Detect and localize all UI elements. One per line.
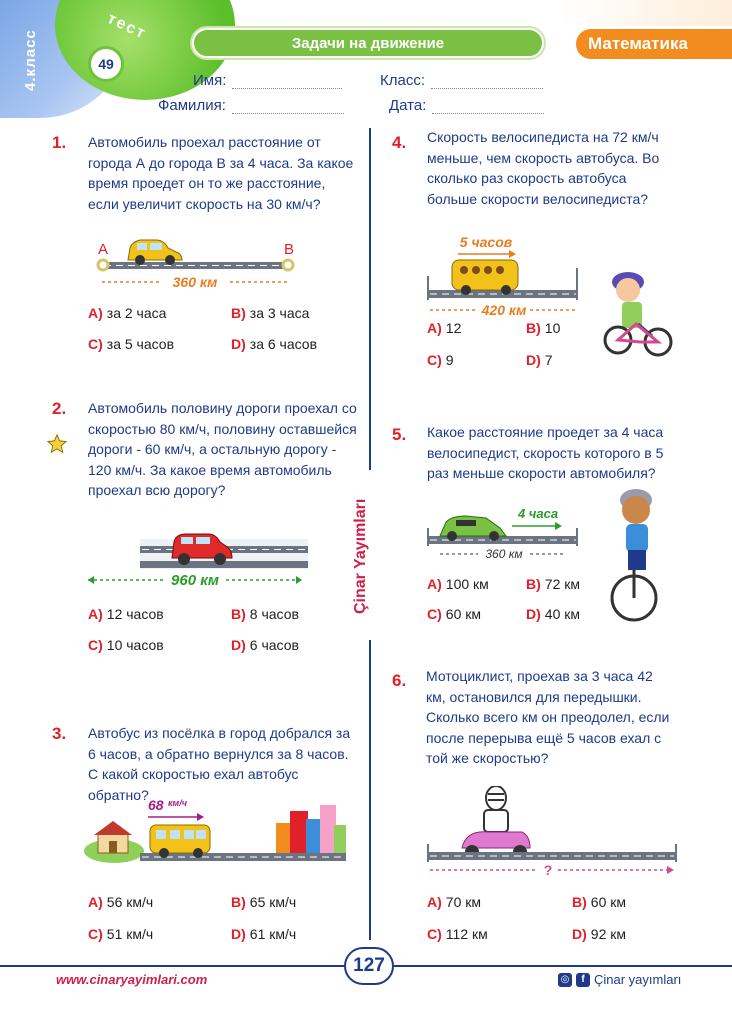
p2-option-a[interactable]: [88, 606, 164, 622]
problem-4-number: 4.: [392, 133, 407, 152]
problem-5-number: 5.: [392, 425, 407, 444]
social-links[interactable]: [558, 972, 681, 987]
class-label: Класс:: [380, 72, 425, 89]
p3-option-d[interactable]: [231, 926, 296, 942]
option-text: за 6 часов: [249, 336, 318, 352]
column-divider-top: [369, 128, 371, 470]
option-text: 12 часов: [106, 606, 164, 622]
date-field[interactable]: [389, 97, 544, 114]
distance-label: 960 км: [171, 572, 219, 589]
yellow-bus-icon: [150, 825, 210, 858]
test-badge: [82, 10, 162, 88]
p3-option-b[interactable]: [231, 894, 296, 910]
date-line[interactable]: [432, 102, 544, 114]
distance-label: 360 км: [172, 274, 218, 290]
test-word: тест: [104, 10, 150, 43]
problem-5-illustration: [426, 504, 586, 564]
option-text: за 3 часа: [249, 305, 310, 321]
p2-option-b[interactable]: [231, 606, 299, 622]
class-line[interactable]: [431, 77, 543, 89]
column-divider-bottom: [369, 640, 371, 940]
option-text: 10 часов: [106, 637, 164, 653]
arrow-right-icon: [197, 813, 204, 821]
option-letter: A): [88, 606, 103, 622]
speed-unit: км/ч: [168, 798, 187, 808]
p4-option-b[interactable]: [526, 320, 560, 336]
option-letter: B): [231, 305, 246, 321]
problem-6-number: 6.: [392, 671, 407, 690]
option-letter: C): [427, 926, 442, 942]
problem-3-illustration: [84, 795, 346, 870]
topic-title: Задачи на движение: [192, 28, 544, 58]
option-letter: D): [572, 926, 587, 942]
option-text: за 2 часа: [106, 305, 167, 321]
option-text: 65 км/ч: [249, 894, 297, 910]
option-letter: D): [526, 352, 541, 368]
problem-4-text: Скорость велосипедиста на 72 км/ч меньше, чем скорость автобуса. Во сколько раз скорость автобуса больше скорости велосипедиста?: [427, 129, 660, 207]
option-text: 10: [544, 320, 561, 336]
problem-1-illustration: [90, 230, 305, 294]
option-text: 100 км: [445, 576, 489, 592]
p6-option-b[interactable]: [572, 894, 626, 910]
footer-line-left: [0, 965, 344, 967]
grade-label: 4.класс: [22, 29, 39, 91]
road-start-post: [427, 528, 429, 546]
date-label: Дата:: [389, 97, 427, 114]
problem-2-illustration: [84, 528, 309, 590]
option-letter: B): [231, 606, 246, 622]
subject-tag: Математика: [576, 29, 732, 59]
option-text: 60 км: [590, 894, 626, 910]
road-end-post: [576, 268, 578, 300]
arrow-left-icon: [88, 576, 94, 584]
problem-6-text: Мотоциклист, проехав за 3 часа 42 км, остановился для передышки. Сколько всего км он преодолел, если после перерыва ещё 5 часов ехал с той же скоростью?: [426, 668, 670, 766]
speed-value: 68: [148, 797, 164, 813]
road-end-post: [675, 844, 677, 862]
option-letter: D): [231, 637, 246, 653]
problem-5-text: Какое расстояние проедет за 4 часа велосипедист, скорость которого в 5 раз меньше скорости автомобиля?: [427, 424, 664, 481]
village-house-icon: [84, 821, 144, 863]
option-text: 9: [445, 352, 454, 368]
option-letter: D): [231, 926, 246, 942]
problem-3-number: 3.: [52, 724, 67, 743]
distance-label: 360 км: [485, 547, 523, 561]
facebook-icon[interactable]: f: [576, 973, 590, 987]
time-label: 4 часа: [517, 506, 559, 521]
road-start-post: [427, 844, 429, 862]
p2-option-c[interactable]: [88, 637, 164, 653]
problem-2-number: 2.: [52, 399, 67, 418]
option-letter: C): [427, 352, 442, 368]
option-letter: D): [231, 336, 246, 352]
city-b-point: [283, 260, 293, 270]
option-text: 60 км: [445, 606, 481, 622]
option-letter: B): [572, 894, 587, 910]
p5-option-b[interactable]: [526, 576, 580, 592]
option-letter: A): [88, 305, 103, 321]
option-text: 12: [445, 320, 462, 336]
cyclist-boy-icon: [600, 262, 674, 358]
option-letter: C): [427, 606, 442, 622]
city-b-label: B: [284, 241, 295, 258]
option-letter: C): [88, 926, 103, 942]
class-field[interactable]: [380, 72, 543, 89]
arrow-right-icon: [509, 250, 516, 258]
city-buildings-icon: [276, 805, 346, 853]
instagram-icon[interactable]: ◎: [558, 973, 572, 987]
time-label: 5 часов: [459, 234, 513, 250]
name-field[interactable]: [193, 72, 342, 89]
publisher-vertical: Çinar Yayımları: [352, 498, 369, 614]
option-text: 112 км: [445, 926, 488, 942]
option-letter: B): [526, 320, 541, 336]
yellow-car-icon: [128, 240, 182, 265]
distance-label: 420 км: [481, 302, 527, 318]
problem-2-text: Автомобиль половину дороги проехал со скоростью 80 км/ч, половину оставшейся дороги - 60 км/ч, а остальную дорогу - 120 км/ч. За какое время автомобиль проехал всю дорогу?: [88, 400, 357, 498]
p3-option-c[interactable]: [88, 926, 153, 942]
option-text: 8 часов: [249, 606, 299, 622]
name-label: Имя:: [193, 72, 227, 89]
option-letter: B): [231, 894, 246, 910]
p5-option-c[interactable]: [427, 606, 481, 622]
option-text: 72 км: [544, 576, 580, 592]
option-text: 51 км/ч: [106, 926, 154, 942]
p1-option-a[interactable]: [88, 305, 166, 321]
header-stripe: [560, 0, 732, 26]
option-letter: C): [88, 637, 103, 653]
p6-option-d[interactable]: [572, 926, 626, 942]
p5-option-a[interactable]: [427, 576, 489, 592]
option-text: 40 км: [544, 606, 580, 622]
p6-option-a[interactable]: [427, 894, 481, 910]
page-number: 127: [344, 947, 394, 985]
surname-line[interactable]: [232, 102, 344, 114]
school-bus-icon: [452, 260, 518, 295]
zebra-scooter-icon: [462, 786, 530, 859]
p5-option-d[interactable]: [526, 606, 580, 622]
option-letter: C): [88, 336, 103, 352]
arrow-right-icon: [296, 576, 302, 584]
problem-6-illustration: [426, 786, 678, 878]
p4-option-a[interactable]: [427, 320, 461, 336]
option-letter: A): [427, 576, 442, 592]
website-link[interactable]: www.cinaryayimlari.com: [56, 972, 208, 987]
option-text: 6 часов: [249, 637, 299, 653]
problem-3-text: Автобус из посёлка в город добрался за 6 часов, а обратно вернулся за 8 часов. С какой скоростью ехал автобус обратно?: [88, 725, 351, 803]
option-letter: D): [526, 606, 541, 622]
p4-option-c[interactable]: [427, 352, 454, 368]
p1-option-b[interactable]: [231, 305, 309, 321]
option-letter: A): [427, 320, 442, 336]
test-number: 49: [88, 46, 124, 82]
arrow-right-icon: [555, 522, 562, 530]
surname-label: Фамилия:: [158, 97, 226, 114]
option-letter: A): [88, 894, 103, 910]
city-a-point: [98, 260, 108, 270]
option-letter: B): [526, 576, 541, 592]
option-text: 61 км/ч: [249, 926, 297, 942]
city-a-label: A: [98, 241, 109, 258]
footer-line-right: [394, 965, 732, 967]
unknown-distance-label: ?: [543, 862, 553, 878]
surname-field[interactable]: [158, 97, 344, 114]
star-icon: [46, 433, 68, 455]
option-text: 92 км: [590, 926, 626, 942]
problem-1-text: Автомобиль проехал расстояние от города А до города В за 4 часа. За какое время проедет он то же расстояние, если увеличит скорость на 30 км/ч?: [88, 134, 354, 212]
option-text: 70 км: [445, 894, 481, 910]
p2-option-d[interactable]: [231, 637, 299, 653]
option-text: 7: [544, 352, 553, 368]
arrow-right-icon: [667, 866, 674, 874]
option-text: за 5 часов: [106, 336, 175, 352]
problem-4-illustration: [426, 232, 586, 322]
p1-option-d[interactable]: [231, 336, 317, 352]
p3-option-a[interactable]: [88, 894, 153, 910]
cyclist-child-icon: [602, 486, 668, 624]
problem-1-number: 1.: [52, 133, 67, 152]
option-text: 56 км/ч: [106, 894, 154, 910]
option-letter: A): [427, 894, 442, 910]
p1-option-c[interactable]: [88, 336, 174, 352]
social-name: Çinar yayımları: [594, 972, 682, 987]
name-line[interactable]: [232, 77, 342, 89]
road-end-post: [576, 528, 578, 546]
road-start-post: [427, 276, 429, 300]
p4-option-d[interactable]: [526, 352, 553, 368]
p6-option-c[interactable]: [427, 926, 488, 942]
